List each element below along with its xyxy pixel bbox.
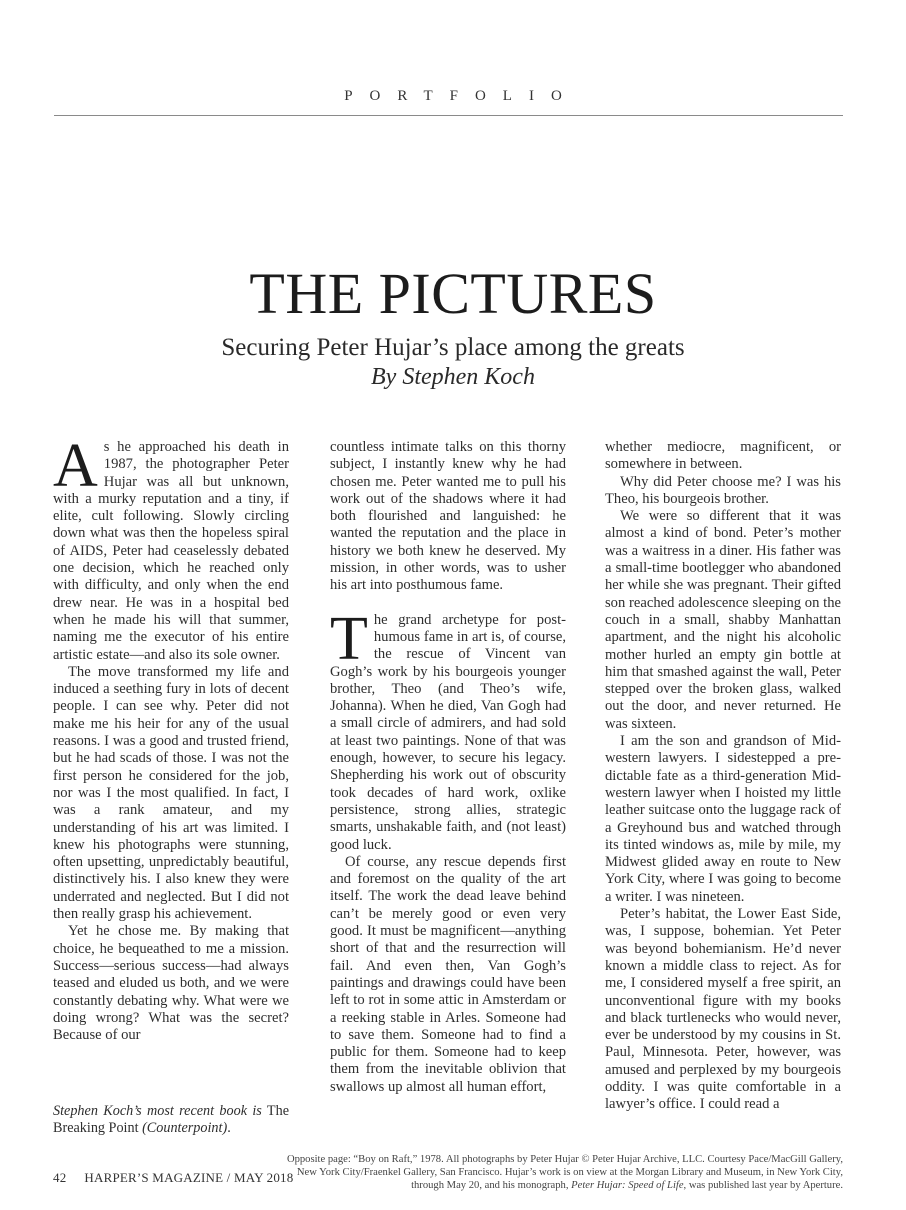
paragraph-text: s he approached his death in 1987, the photographer Peter Hujar was all but unknown, with a murky reputation and a tiny, if elite, cult following. Slowly circling down what was then the hopeless spiral of AIDS, Peter had ceaselessly debated one decision, which he reached only with difficulty, and only when the end drew near. He was in a hospital bed when he made his will that summer, naming me the executor of his entire artistic estate—and also its sole owner.: [53, 439, 289, 663]
paragraph: I am the son and grandson of Midwestern lawyers. I sidestepped a predictable fate as a third-generation Midwestern lawyer when I hoisted my little leather suitcase onto the luggage rack of a Greyhound bus and watched through its tinted windows as, mile by mile, my Midwest glided away en route to New York City, where I was going to become a writer. I was nineteen.: [605, 733, 841, 905]
paragraph: The move transformed my life and induced a seething fury in lots of decent people. I can see why. Peter did not make me his heir for any of the usual reasons. I was a good and trusted friend, but he had scads of those. I was not the first person he considered for the job, nor was I the most qualified. In fact, I was a rank amateur, and my understanding of his art was limited. I knew his photographs were stunning, often upsetting, unpredictably beautiful, distinctively his. I also knew they were underrated and neglected. But I did not then really grasp his achievement.: [53, 663, 289, 923]
paragraph: We were so different that it was almost a kind of bond. Peter’s mother was a waitress in a diner. His father was a small-time bootlegger who abandoned her while she was pregnant. Their gifted son reached adolescence sleeping on the couch in a small, shabby Manhattan apartment, and the night his alcoholic mother hurled an empty gin bottle at him that smashed against the wall, Peter stepped over the broken glass, walked out the door, and never returned. He was sixteen.: [605, 508, 841, 732]
credits-text: Opposite page: “Boy on Raft,” 1978. All photographs by Peter Hujar © Peter Hujar Archive, LLC. Courtesy Pace/MacGill Gallery, New York City/Fraenkel Gallery, San Francisco. Hujar’s work is on view at the Morgan Library and Museum, in New York City, through May 20, and his monograph,: [286, 1154, 843, 1191]
page-number: 42: [53, 1170, 67, 1185]
article-byline: By Stephen Koch: [371, 364, 535, 390]
text-column-1: [53, 432, 289, 1044]
paragraph-text: he grand archetype for posthumous fame in art is, of course, the rescue of Vincent van Gogh’s work by his bourgeois younger brother, Theo (and Theo’s wife, Johanna). When he died, Van Gogh had a small circle of admirers, and had sold at least two paintings. None of that was enough, however, to secure his legacy. Shepherding his work out of obscurity took decades of hard work, oxlike persistence, strong allies, strategic smarts, unshakable faith, and (not least) good luck.: [330, 611, 566, 853]
text-column-3: [605, 439, 841, 1114]
paragraph: Of course, any rescue depends first and foremost on the quality of the art itself. The work the dead leave behind can’t be merely good or even very good. It must be magnificent—anything short of that and the resurrection will fail. And even then, Van Gogh’s paintings and drawings could have been left to rot in some attic in Amsterdam or a reeking stable in Arles. Someone had to save them. Someone had to find a public for them. Someone had to keep them from the inevitable oblivion that swallows up almost all human effort,: [330, 853, 566, 1095]
text-column-2: [330, 439, 566, 1096]
author-bio: [53, 1103, 289, 1137]
bio-book-title: The Breaking Point: [53, 1103, 289, 1136]
photo-credits: [283, 1153, 843, 1192]
paragraph: Peter’s habitat, the Lower East Side, was, I suppose, bohemian. Yet Peter was beyond bohemianism. He’d never known a middle class to reject. As for me, I considered myself a free spirit, an unconventional figure with my books and black turtlenecks who would never, ever be understood by my cousins in St. Paul, Minnesota. Peter, however, was amused and perplexed by my bourgeois oddity. I was quite comfortable in a lawyer’s office. I could read a: [605, 906, 841, 1113]
publication-name: HARPER’S MAGAZINE / MAY 2018: [84, 1170, 294, 1185]
article-subtitle: Securing Peter Hujar’s place among the greats: [221, 334, 685, 361]
paragraph: whether mediocre, magnificent, or somewhere in between.: [605, 439, 841, 473]
drop-cap: T: [330, 604, 368, 673]
page-folio: [53, 1170, 293, 1186]
credits-text-end: , was published last year by Aperture.: [683, 1180, 843, 1191]
paragraph: Why did Peter choose me? I was his Theo, his bourgeois brother.: [605, 473, 841, 507]
credits-book-title: Peter Hujar: Speed of Life: [571, 1180, 684, 1191]
paragraph: Yet he chose me. By making that choice, he bequeathed to me a mission. Success—serious success—had always teased and eluded us both, and we were constantly debating why. What were we doing wrong? What was the secret? Because of our: [53, 923, 289, 1044]
bio-publisher: (Counterpoint): [142, 1120, 228, 1136]
paragraph: countless intimate talks on this thorny subject, I instantly knew why he had chosen me. Peter wanted me to pull his work out of the shadows where it had both flourished and languished: he wanted the reputation and the place in history we both knew he deserved. My mission, in other words, was to usher his art into posthumous fame.: [330, 439, 566, 594]
header-rule: [54, 115, 843, 116]
article-title: THE PICTURES: [249, 261, 657, 326]
drop-cap: A: [53, 432, 98, 500]
bio-end: .: [227, 1120, 231, 1136]
bio-lead: Stephen Koch’s most recent book is: [53, 1103, 262, 1119]
section-label: PORTFOLIO: [344, 88, 579, 104]
paragraph: [53, 432, 289, 664]
paragraph: [330, 604, 566, 854]
